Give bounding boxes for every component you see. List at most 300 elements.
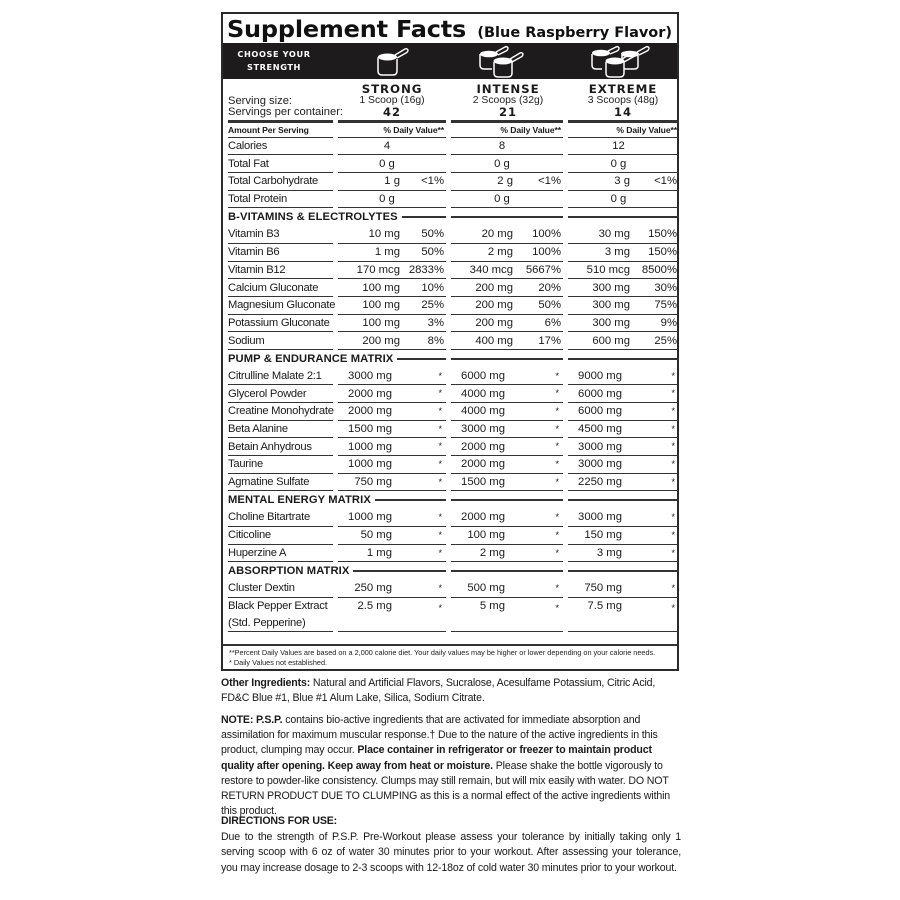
amount-value: 3000 mg [578, 511, 622, 524]
nutrient-cell [568, 368, 679, 386]
nutrient-cell [568, 421, 679, 439]
amount-value: 50 mg [360, 529, 392, 542]
amount-value: 2000 mg [461, 440, 505, 453]
daily-value-percent: 10% [421, 281, 444, 294]
servings-per-container-label: Servings per container: [228, 106, 344, 118]
nutrient-cell [338, 456, 446, 474]
nutrient-label: Total Protein [228, 191, 333, 209]
amount-value: 2000 mg [461, 511, 505, 524]
nutrient-cell [338, 385, 446, 403]
amount-value: 250 mg [354, 582, 392, 595]
two-scoops-icon [475, 45, 531, 79]
not-established-marker: * [671, 529, 675, 540]
section-rule [568, 499, 679, 501]
daily-value-percent: 50% [421, 228, 444, 241]
nutrient-cell [451, 191, 563, 209]
nutrient-label: Betain Anhydrous [228, 438, 333, 456]
directions [221, 814, 681, 876]
not-established-marker: * [555, 547, 559, 558]
nutrient-cell [451, 315, 563, 333]
nutrient-cell [338, 438, 446, 456]
nutrient-cell [338, 262, 446, 280]
nutrient-cell [568, 509, 679, 527]
daily-value-percent: 3% [427, 316, 444, 329]
nutrient-cell [568, 385, 679, 403]
nutrient-cell [568, 403, 679, 421]
one-scoop-icon [371, 45, 411, 77]
daily-value-header: % Daily Value** [500, 124, 561, 135]
table-row [228, 138, 674, 156]
amount-value: 600 mg [592, 334, 630, 347]
nutrient-label: Cluster Dextin [228, 580, 333, 598]
section-rule [451, 358, 563, 360]
daily-value-percent: 25% [421, 299, 444, 312]
not-established-marker: * [555, 512, 559, 523]
facts-table [228, 120, 677, 632]
amount-value: 200 mg [362, 334, 400, 347]
amount-value: 1000 mg [348, 440, 392, 453]
amount-value: 1000 mg [348, 458, 392, 471]
amount-value: 200 mg [475, 316, 513, 329]
amount-value: 150 mg [584, 529, 622, 542]
not-established-marker: * [555, 370, 559, 381]
nutrient-label: Total Fat [228, 155, 333, 173]
nutrient-label: Vitamin B3 [228, 226, 333, 244]
section-rule-cell [451, 562, 563, 580]
table-row [228, 262, 677, 280]
amount-value: 8 [498, 140, 506, 153]
daily-value-percent: 8% [427, 334, 444, 347]
amount-value: 20 mg [481, 228, 513, 241]
amount-value: 100 mg [362, 281, 400, 294]
not-established-marker: * [438, 388, 442, 399]
section-title-cell [228, 350, 446, 368]
amount-value: 100 mg [467, 529, 505, 542]
amount-value: 500 mg [467, 582, 505, 595]
nutrient-cell [451, 279, 563, 297]
daily-value-percent: <1% [421, 175, 444, 188]
nutrient-cell [338, 315, 446, 333]
amount-value: 2000 mg [348, 405, 392, 418]
nutrient-label: Magnesium Gluconate [228, 297, 333, 315]
amount-value: 10 mg [368, 228, 400, 241]
nutrient-cell [451, 226, 563, 244]
nutrient-label: Vitamin B6 [228, 244, 333, 262]
table-row [228, 545, 674, 563]
nutrient-cell [568, 598, 679, 632]
footnotes [223, 644, 677, 670]
strength-strong-servings: 42 [382, 105, 401, 119]
note-text-2: Please shake the bottle vigorously to restore to powder-like consistency. Clumps may still remain, but will mix easily with water. DO NOT RETURN PRODUCT DUE TO CLUMPING as this is a normal effect of the active ingredients within this product. [221, 759, 671, 818]
daily-value-percent: 9% [660, 316, 677, 329]
footnote-not-established: * Daily Values not established. [229, 658, 328, 667]
nutrient-cell [451, 403, 563, 421]
nutrient-cell [338, 138, 446, 156]
strength-intense-servings: 21 [498, 105, 517, 119]
table-row [228, 403, 674, 421]
nutrient-cell [451, 474, 563, 492]
daily-value-header: % Daily Value** [383, 124, 444, 135]
nutrient-cell [451, 297, 563, 315]
nutrient-cell [338, 297, 446, 315]
amount-value: 2 g [497, 175, 513, 188]
nutrient-cell [338, 545, 446, 563]
not-established-marker: * [438, 582, 442, 593]
daily-value-percent: 8500% [641, 263, 677, 276]
nutrient-cell [338, 173, 446, 191]
section-title: ABSORPTION MATRIX [228, 565, 350, 578]
daily-value-percent: 75% [654, 299, 677, 312]
not-established-marker: * [671, 388, 675, 399]
nutrient-cell [451, 421, 563, 439]
nutrient-cell [451, 138, 563, 156]
daily-value-percent: 5667% [525, 263, 561, 276]
nutrient-cell [568, 226, 679, 244]
nutrient-cell [451, 332, 563, 350]
note-storage-warning: Place container in refrigerator or freezer to maintain product quality after opening. Keep away from heat or moisture. [221, 744, 652, 772]
nutrient-cell [568, 315, 679, 333]
nutrient-cell [451, 385, 563, 403]
table-row [228, 173, 677, 191]
not-established-marker: * [555, 459, 559, 470]
section-rule-cell [451, 350, 563, 368]
nutrient-cell [451, 173, 563, 191]
not-established-marker: * [438, 529, 442, 540]
nutrient-cell [338, 279, 446, 297]
nutrient-cell [568, 545, 679, 563]
supplement-facts-panel [221, 12, 679, 671]
amount-value: 3 mg [596, 546, 622, 559]
nutrient-label: Potassium Gluconate [228, 315, 333, 333]
strength-strong-size: 1 Scoop (16g) [359, 95, 425, 106]
amount-value: 750 mg [354, 476, 392, 489]
nutrient-cell [451, 438, 563, 456]
band-label-line1: CHOOSE YOUR [237, 49, 311, 59]
amount-value: 170 mcg [356, 263, 400, 276]
nutrient-label: Total Carbohydrate [228, 173, 333, 191]
not-established-marker: * [438, 441, 442, 452]
other-ingredients [221, 676, 681, 706]
nutrient-label: Taurine [228, 456, 333, 474]
amount-value: 100 mg [362, 316, 400, 329]
daily-value-percent: 25% [654, 334, 677, 347]
table-row [228, 527, 674, 545]
nutrient-cell [338, 332, 446, 350]
table-row [228, 368, 674, 386]
amount-value: 4000 mg [461, 405, 505, 418]
not-established-marker: * [555, 476, 559, 487]
amount-value: 1 mg [374, 246, 400, 259]
strength-extreme-name: EXTREME [588, 82, 658, 96]
nutrient-cell [451, 527, 563, 545]
table-row [228, 332, 677, 350]
section-title-cell [228, 491, 446, 509]
nutrient-label: Glycerol Powder [228, 385, 333, 403]
choose-strength-label [235, 48, 313, 74]
table-row [228, 438, 674, 456]
amount-value: 0 g [379, 157, 395, 170]
nutrient-label: Calories [228, 138, 333, 156]
amount-value: 1000 mg [348, 511, 392, 524]
not-established-marker: * [671, 370, 675, 381]
amount-value: 100 mg [362, 299, 400, 312]
section-header-row [228, 208, 674, 226]
panel-title: Supplement Facts [227, 15, 467, 43]
nutrient-label: Citicoline [228, 527, 333, 545]
nutrient-cell [338, 474, 446, 492]
section-rule [397, 358, 446, 360]
table-row [228, 385, 674, 403]
strength-intense-size: 2 Scoops (32g) [472, 95, 544, 106]
table-row [228, 474, 674, 492]
daily-value-percent: 100% [532, 246, 561, 259]
amount-value: 0 g [494, 157, 510, 170]
table-row [228, 279, 677, 297]
section-rule [451, 216, 563, 218]
amount-value: 4000 mg [461, 387, 505, 400]
nutrient-cell [568, 138, 679, 156]
table-header-row [228, 120, 677, 138]
daily-value-percent: 150% [648, 228, 677, 241]
nutrient-cell [568, 155, 679, 173]
section-rule [353, 570, 446, 572]
not-established-marker: * [671, 582, 675, 593]
section-title: PUMP & ENDURANCE MATRIX [228, 352, 394, 365]
nutrient-cell [338, 527, 446, 545]
amount-value: 7.5 mg [587, 599, 622, 612]
section-rule [402, 216, 446, 218]
note-label: NOTE: P.S.P. [221, 714, 283, 726]
daily-value-percent: 100% [532, 228, 561, 241]
note-paragraph [221, 713, 681, 819]
amount-value: 2 mg [487, 246, 513, 259]
amount-value: 510 mcg [586, 263, 630, 276]
section-rule [375, 499, 446, 501]
nutrient-cell [451, 368, 563, 386]
amount-value: 4 [383, 140, 391, 153]
nutrient-label: Vitamin B12 [228, 262, 333, 280]
section-rule [451, 499, 563, 501]
note-text-1: contains bio-active ingredients that are activated for immediate absorption and assimilation for maximum muscular response.† Due to the nature of the active ingredients in this product, clumping may occur. [221, 714, 658, 757]
not-established-marker: * [671, 602, 675, 613]
amount-value: 3000 mg [578, 458, 622, 471]
not-established-marker: * [555, 529, 559, 540]
nutrient-label: Creatine Monohydrate [228, 403, 333, 421]
not-established-marker: * [555, 441, 559, 452]
nutrient-cell [338, 191, 446, 209]
section-rule [568, 216, 679, 218]
amount-value: 6000 mg [578, 405, 622, 418]
section-header-row [228, 491, 674, 509]
daily-value-percent: 17% [538, 334, 561, 347]
amount-value: 2.5 mg [357, 599, 392, 612]
nutrient-cell [568, 173, 679, 191]
amount-value: 3000 mg [348, 369, 392, 382]
not-established-marker: * [438, 547, 442, 558]
strength-intense-name: INTENSE [476, 82, 540, 96]
other-ingredients-label: Other Ingredients: [221, 677, 311, 689]
amount-value: 3 mg [604, 246, 630, 259]
not-established-marker: * [671, 476, 675, 487]
nutrient-label: Citrulline Malate 2:1 [228, 368, 333, 386]
title-row [227, 15, 677, 44]
amount-value: 4500 mg [578, 423, 622, 436]
amount-value: 2000 mg [348, 387, 392, 400]
section-rule-cell [568, 208, 679, 226]
amount-value: 6000 mg [578, 387, 622, 400]
nutrient-cell [568, 262, 679, 280]
nutrient-cell [568, 279, 679, 297]
daily-value-header: % Daily Value** [616, 124, 677, 135]
section-rule [451, 570, 563, 572]
serving-size-label: Serving size: [228, 95, 293, 107]
nutrient-cell [568, 297, 679, 315]
nutrient-cell [451, 155, 563, 173]
footnote-daily-values: **Percent Daily Values are based on a 2,000 calorie diet. Your daily values may be higher or lower depending on your calorie needs. [229, 648, 656, 657]
nutrient-label: Calcium Gluconate [228, 279, 333, 297]
amount-value: 0 g [379, 193, 395, 206]
amount-value: 340 mcg [469, 263, 513, 276]
amount-value: 2000 mg [461, 458, 505, 471]
table-row [228, 244, 677, 262]
not-established-marker: * [438, 370, 442, 381]
amount-value: 1 mg [366, 546, 392, 559]
nutrient-cell [568, 438, 679, 456]
nutrient-cell [338, 244, 446, 262]
not-established-marker: * [555, 388, 559, 399]
nutrient-cell [338, 509, 446, 527]
table-row [228, 509, 674, 527]
nutrient-cell [568, 191, 679, 209]
section-title-cell [228, 562, 446, 580]
nutrient-cell [568, 332, 679, 350]
not-established-marker: * [438, 512, 442, 523]
nutrient-cell [451, 244, 563, 262]
section-rule-cell [451, 208, 563, 226]
not-established-marker: * [555, 602, 559, 613]
nutrient-cell [338, 155, 446, 173]
amount-value: 750 mg [584, 582, 622, 595]
amount-value: 3 g [614, 175, 630, 188]
daily-value-percent: 20% [538, 281, 561, 294]
nutrient-label: Choline Bitartrate [228, 509, 333, 527]
nutrient-cell [451, 262, 563, 280]
table-row [228, 155, 674, 173]
amount-value: 300 mg [592, 316, 630, 329]
nutrient-cell [568, 244, 679, 262]
not-established-marker: * [671, 459, 675, 470]
not-established-marker: * [438, 406, 442, 416]
nutrient-label: Huperzine A [228, 545, 333, 563]
flavor-label: (Blue Raspberry Flavor) [477, 25, 673, 41]
nutrient-label: Black Pepper Extract (Std. Pepperine) [228, 598, 333, 632]
section-title-cell [228, 208, 446, 226]
section-rule [568, 358, 679, 360]
nutrient-cell [338, 226, 446, 244]
directions-text: Due to the strength of P.S.P. Pre-Workout please assess your tolerance by initially taking only 1 serving scoop with 6 oz of water 30 minutes prior to your workout. After assessing your tolerance, you may increase dosage to 2-3 scoops with 12-18oz of cold water 30 minutes prior to your workout. [221, 831, 681, 874]
section-rule-cell [568, 350, 679, 368]
amount-value: 30 mg [598, 228, 630, 241]
daily-value-percent: 50% [538, 299, 561, 312]
not-established-marker: * [555, 582, 559, 593]
strength-band [223, 43, 677, 79]
table-row [228, 421, 674, 439]
nutrient-cell [451, 456, 563, 474]
amount-value: 200 mg [475, 281, 513, 294]
nutrient-cell [451, 509, 563, 527]
amount-value: 300 mg [592, 299, 630, 312]
section-title: MENTAL ENERGY MATRIX [228, 494, 371, 507]
nutrient-cell [338, 368, 446, 386]
amount-value: 1 g [384, 175, 400, 188]
nutrient-cell [451, 580, 563, 598]
not-established-marker: * [671, 441, 675, 452]
daily-value-percent: <1% [654, 175, 677, 188]
section-rule-cell [568, 562, 679, 580]
section-title: B-VITAMINS & ELECTROLYTES [228, 211, 398, 224]
nutrient-cell [338, 580, 446, 598]
table-row [228, 598, 674, 632]
section-header-row [228, 350, 674, 368]
nutrient-cell [568, 456, 679, 474]
not-established-marker: * [438, 602, 442, 613]
not-established-marker: * [671, 406, 675, 416]
nutrient-cell [338, 598, 446, 632]
not-established-marker: * [555, 423, 559, 434]
nutrient-cell [451, 545, 563, 563]
amount-value: 200 mg [475, 299, 513, 312]
nutrient-cell [338, 421, 446, 439]
daily-value-percent: <1% [538, 175, 561, 188]
amount-value: 12 [612, 140, 625, 153]
amount-value: 0 g [610, 157, 627, 170]
nutrient-cell [451, 598, 563, 632]
other-ingredients-text: Natural and Artificial Flavors, Sucralose, Acesulfame Potassium, Citric Acid, FD&C Blue #1, Blue #1 Alum Lake, Silica, Sodium Citrate. [221, 677, 656, 705]
strength-extreme-size: 3 Scoops (48g) [587, 95, 659, 106]
nutrient-cell [568, 580, 679, 598]
not-established-marker: * [438, 476, 442, 487]
strength-extreme-servings: 14 [613, 105, 632, 119]
not-established-marker: * [671, 547, 675, 558]
nutrient-label: Beta Alanine [228, 421, 333, 439]
not-established-marker: * [438, 459, 442, 470]
amount-value: 3000 mg [578, 440, 622, 453]
amount-value: 400 mg [475, 334, 513, 347]
nutrient-cell [338, 403, 446, 421]
daily-value-percent: 30% [654, 281, 677, 294]
not-established-marker: * [438, 423, 442, 434]
amount-value: 2250 mg [578, 476, 622, 489]
section-rule-cell [451, 491, 563, 509]
daily-value-percent: 50% [421, 246, 444, 259]
amount-value: 0 g [610, 193, 627, 206]
table-row [228, 191, 674, 209]
table-row [228, 580, 674, 598]
table-row [228, 315, 677, 333]
table-row [228, 226, 677, 244]
amount-per-serving-header: Amount Per Serving [228, 120, 333, 138]
nutrient-cell [568, 474, 679, 492]
not-established-marker: * [671, 512, 675, 523]
amount-value: 5 mg [479, 599, 505, 612]
band-label-line2: STRENGTH [246, 62, 302, 72]
not-established-marker: * [555, 406, 559, 416]
daily-value-percent: 2833% [408, 263, 444, 276]
amount-value: 1500 mg [461, 476, 505, 489]
directions-heading: DIRECTIONS FOR USE: [221, 815, 338, 827]
section-header-row [228, 562, 674, 580]
table-row [228, 297, 677, 315]
